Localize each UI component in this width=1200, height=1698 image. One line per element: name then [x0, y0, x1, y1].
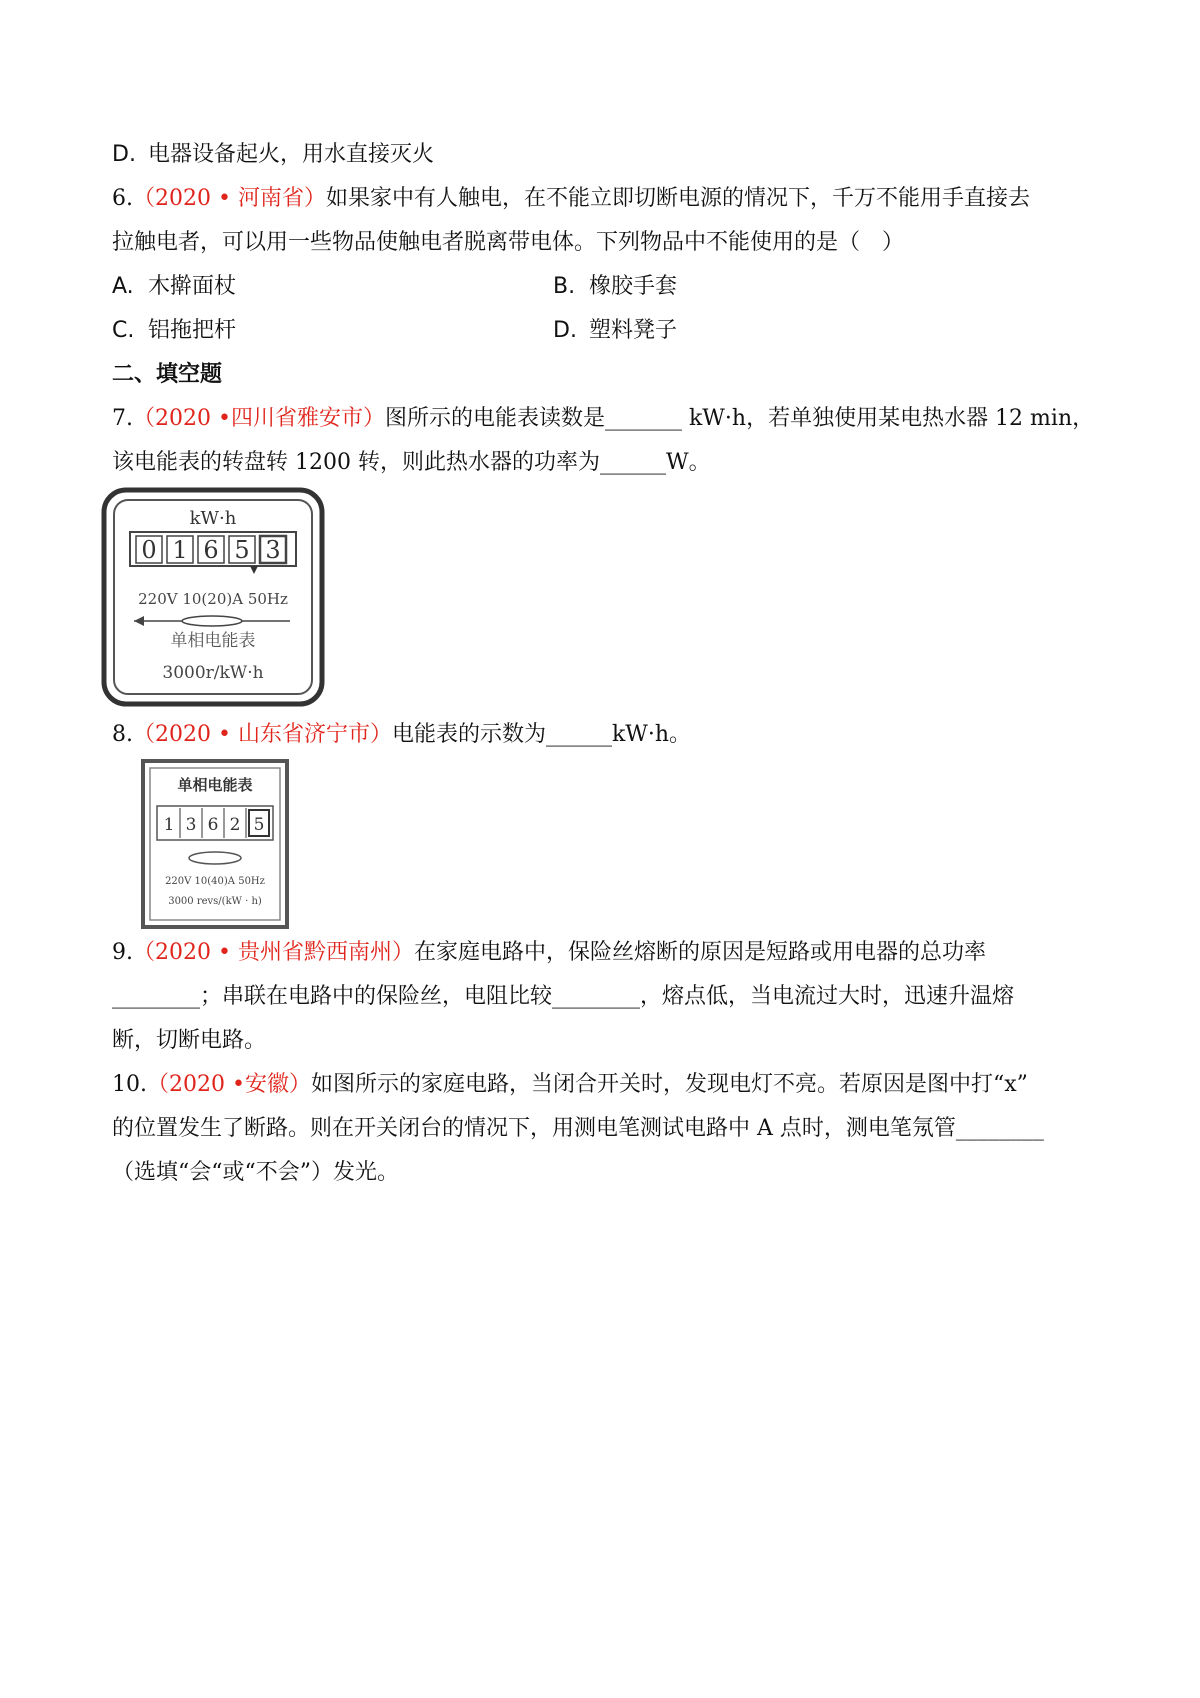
q6-option-b — [553, 272, 677, 302]
q6-line-1 — [112, 184, 1030, 214]
q8-meter-figure — [140, 758, 290, 930]
section-heading: 二、填空题 — [112, 362, 223, 387]
option-letter: B. — [553, 274, 576, 299]
meter-digit: 5 — [253, 815, 265, 835]
q7-line-2 — [112, 448, 711, 478]
question-text: 该电能表的转盘转 1200 转，则此热水器的功率为______W。 — [112, 450, 711, 475]
question-text: （选填“会“或“不会”）发光。 — [112, 1160, 399, 1185]
meter-digit: 6 — [203, 536, 219, 564]
option-letter: C. — [112, 318, 135, 343]
q7-line-1 — [112, 404, 1094, 434]
question-text: 的位置发生了断路。则在开关闭台的情况下，用测电笔测试电路中 A 点时，测电笔氖管________ — [112, 1116, 1044, 1141]
question-text: 电能表的示数为______kW·h。 — [391, 722, 692, 747]
meter-name: 单相电能表 — [177, 776, 253, 794]
q10-line-2 — [112, 1114, 1044, 1144]
option-text: 橡胶手套 — [589, 274, 678, 299]
question-number: 6. — [112, 186, 133, 211]
meter-digit: 3 — [185, 815, 197, 835]
q9-line-2 — [112, 982, 1014, 1012]
question-source: （2020 • 山东省济宁市） — [133, 722, 392, 747]
q9-line-1 — [112, 938, 986, 968]
meter-digit: 6 — [207, 815, 219, 835]
question-text: 拉触电者，可以用一些物品使触电者脱离带电体。下列物品中不能使用的是（ ） — [112, 230, 905, 255]
q10-line-3 — [112, 1158, 399, 1188]
question-source: （2020 • 贵州省黔西南州） — [133, 940, 414, 965]
q8-line-1 — [112, 720, 691, 750]
meter-spec: 220V 10(20)A 50Hz — [138, 590, 288, 608]
option-text: 铝拖把杆 — [148, 318, 237, 343]
q6-option-a — [112, 272, 236, 302]
option-letter: D. — [553, 318, 577, 343]
question-text: 图所示的电能表读数是_______ kW·h，若单独使用某电热水器 12 min， — [384, 406, 1095, 431]
meter-disc — [182, 616, 242, 626]
meter-digit: 0 — [141, 536, 157, 564]
meter-name: 单相电能表 — [170, 631, 256, 651]
q6-option-d — [553, 316, 677, 346]
meter-digit: 1 — [172, 536, 188, 564]
question-source: （2020 •安徽） — [147, 1072, 311, 1097]
option-text: 电器设备起火，用水直接灭火 — [148, 142, 435, 167]
meter-digit: 1 — [163, 815, 175, 835]
question-text: 如图所示的家庭电路，当闭合开关时，发现电灯不亮。若原因是图中打“x” — [310, 1072, 1028, 1097]
option-letter: A. — [112, 274, 134, 299]
question-source: （2020 •四川省雅安市） — [133, 406, 385, 431]
q5-option-d — [112, 140, 434, 170]
meter-digit: 3 — [265, 536, 281, 564]
option-letter: D. — [112, 142, 136, 167]
question-text: 在家庭电路中，保险丝熔断的原因是短路或用电器的总功率 — [413, 940, 986, 965]
meter-rate: 3000r/kW·h — [162, 663, 264, 683]
meter-disc — [189, 852, 241, 864]
question-source: （2020 • 河南省） — [133, 186, 326, 211]
q6-line-2 — [112, 228, 904, 258]
q10-line-1 — [112, 1070, 1028, 1100]
q6-option-c — [112, 316, 236, 346]
q7-meter-figure — [100, 486, 326, 708]
question-number: 10. — [112, 1072, 147, 1097]
meter-spec: 220V 10(40)A 50Hz — [165, 876, 265, 887]
option-text: 塑料凳子 — [589, 318, 678, 343]
question-text: ________；串联在电路中的保险丝，电阻比较________，熔点低，当电流过大时，迅速升温熔 — [112, 984, 1015, 1009]
question-number: 7. — [112, 406, 133, 431]
meter-unit-label: kW·h — [189, 508, 237, 529]
meter-digit: 5 — [234, 536, 250, 564]
question-number: 8. — [112, 722, 133, 747]
question-text: 如果家中有人触电，在不能立即切断电源的情况下，千万不能用手直接去 — [325, 186, 1030, 211]
question-text: 断，切断电路。 — [112, 1028, 267, 1053]
q9-line-3 — [112, 1026, 266, 1056]
meter-digit: 2 — [229, 815, 241, 835]
meter-rate: 3000 revs/(kW · h) — [168, 896, 262, 907]
question-number: 9. — [112, 940, 133, 965]
option-text: 木擀面杖 — [148, 274, 237, 299]
